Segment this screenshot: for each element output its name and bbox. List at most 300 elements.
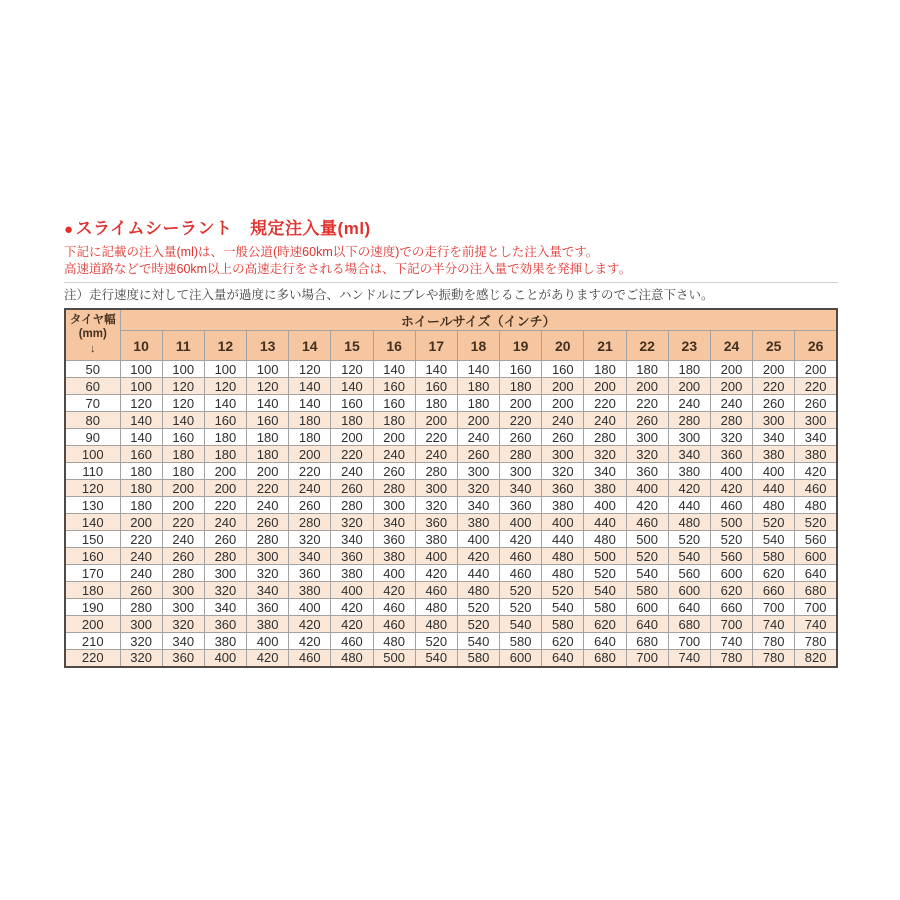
wheel-size-header-cell: 15 [331,331,373,361]
table-row [65,582,837,599]
injection-amount-cell: 180 [457,395,499,412]
injection-amount-cell: 420 [626,497,668,514]
injection-amount-cell: 460 [795,480,837,497]
injection-amount-cell: 300 [120,616,162,633]
injection-amount-cell: 520 [710,531,752,548]
injection-amount-cell: 200 [162,497,204,514]
injection-amount-cell: 340 [331,531,373,548]
injection-amount-cell: 240 [710,395,752,412]
injection-amount-cell: 160 [373,395,415,412]
table-row [65,633,837,650]
injection-amount-cell: 160 [120,446,162,463]
wheel-size-header-cell: 14 [289,331,331,361]
wheel-size-header-cell: 21 [584,331,626,361]
injection-amount-cell: 300 [626,429,668,446]
table-row [65,361,837,378]
injection-amount-cell: 260 [500,429,542,446]
injection-amount-cell: 220 [162,514,204,531]
injection-amount-cell: 240 [289,480,331,497]
table-row [65,514,837,531]
injection-amount-cell: 540 [415,650,457,667]
injection-amount-cell: 680 [795,582,837,599]
table-row [65,599,837,616]
injection-amount-cell: 460 [500,565,542,582]
injection-amount-cell: 160 [204,412,246,429]
injection-amount-cell: 140 [457,361,499,378]
injection-amount-cell: 220 [626,395,668,412]
injection-amount-cell: 200 [626,378,668,395]
table-row [65,497,837,514]
injection-amount-cell: 740 [795,616,837,633]
injection-amount-cell: 420 [457,548,499,565]
injection-amount-cell: 340 [204,599,246,616]
injection-amount-cell: 580 [584,599,626,616]
injection-amount-cell: 400 [373,565,415,582]
wheel-size-header-cell: 10 [120,331,162,361]
injection-amount-cell: 340 [500,480,542,497]
injection-amount-cell: 320 [626,446,668,463]
tire-width-cell: 170 [65,565,120,582]
injection-amount-cell: 180 [120,463,162,480]
injection-amount-cell: 480 [542,548,584,565]
tire-width-cell: 180 [65,582,120,599]
injection-amount-cell: 200 [753,361,795,378]
tire-width-cell: 200 [65,616,120,633]
injection-amount-cell: 520 [500,599,542,616]
wheel-size-header-cell: 12 [204,331,246,361]
table-row [65,565,837,582]
injection-amount-cell: 280 [289,514,331,531]
injection-amount-cell: 200 [500,395,542,412]
injection-amount-cell: 640 [668,599,710,616]
injection-amount-cell: 420 [668,480,710,497]
injection-amount-cell: 180 [457,378,499,395]
injection-amount-cell: 560 [710,548,752,565]
injection-amount-cell: 380 [668,463,710,480]
injection-amount-cell: 680 [584,650,626,667]
injection-amount-cell: 400 [626,480,668,497]
injection-amount-cell: 200 [584,378,626,395]
injection-amount-cell: 220 [331,446,373,463]
injection-amount-cell: 320 [584,446,626,463]
injection-amount-cell: 340 [457,497,499,514]
injection-amount-cell: 420 [247,650,289,667]
injection-amount-cell: 300 [542,446,584,463]
injection-amount-cell: 100 [120,378,162,395]
injection-amount-cell: 160 [415,378,457,395]
injection-amount-cell: 400 [289,599,331,616]
injection-amount-cell: 340 [584,463,626,480]
injection-amount-cell: 340 [289,548,331,565]
wheel-size-header-cell: 17 [415,331,457,361]
injection-amount-table [64,308,838,668]
injection-amount-cell: 340 [668,446,710,463]
injection-amount-cell: 260 [247,514,289,531]
injection-amount-cell: 220 [289,463,331,480]
injection-amount-cell: 340 [373,514,415,531]
injection-amount-cell: 240 [120,565,162,582]
injection-amount-cell: 360 [331,548,373,565]
injection-amount-cell: 500 [710,514,752,531]
injection-amount-cell: 740 [668,650,710,667]
injection-amount-cell: 380 [584,480,626,497]
injection-amount-cell: 240 [204,514,246,531]
injection-amount-cell: 540 [500,616,542,633]
injection-amount-cell: 380 [204,633,246,650]
tire-width-cell: 150 [65,531,120,548]
injection-amount-cell: 580 [457,650,499,667]
section-title [64,218,838,241]
injection-amount-cell: 520 [795,514,837,531]
injection-amount-cell: 200 [162,480,204,497]
injection-amount-cell: 520 [500,582,542,599]
wheel-size-header-cell: 23 [668,331,710,361]
injection-amount-cell: 160 [373,378,415,395]
injection-amount-cell: 700 [626,650,668,667]
injection-amount-cell: 600 [626,599,668,616]
injection-amount-cell: 180 [120,497,162,514]
injection-amount-cell: 380 [753,446,795,463]
injection-amount-cell: 140 [120,429,162,446]
injection-amount-cell: 540 [542,599,584,616]
table-row [65,548,837,565]
injection-amount-cell: 220 [500,412,542,429]
injection-amount-cell: 360 [500,497,542,514]
injection-amount-cell: 480 [415,616,457,633]
injection-amount-cell: 480 [753,497,795,514]
injection-amount-cell: 580 [500,633,542,650]
injection-amount-cell: 280 [500,446,542,463]
injection-amount-cell: 320 [457,480,499,497]
wheel-size-header-cell: 16 [373,331,415,361]
injection-amount-cell: 280 [120,599,162,616]
injection-amount-cell: 240 [247,497,289,514]
injection-amount-cell: 280 [204,548,246,565]
injection-amount-cell: 200 [457,412,499,429]
injection-amount-cell: 300 [415,480,457,497]
injection-amount-cell: 180 [415,395,457,412]
injection-amount-cell: 320 [542,463,584,480]
injection-amount-cell: 380 [331,565,373,582]
injection-amount-cell: 320 [204,582,246,599]
injection-amount-cell: 200 [710,378,752,395]
corner-line2: (mm) [78,327,107,340]
injection-amount-cell: 400 [500,514,542,531]
injection-amount-cell: 300 [204,565,246,582]
injection-amount-cell: 280 [373,480,415,497]
injection-amount-cell: 180 [626,361,668,378]
injection-amount-cell: 300 [668,429,710,446]
injection-amount-cell: 180 [204,429,246,446]
table-row [65,429,837,446]
injection-amount-cell: 160 [542,361,584,378]
injection-amount-cell: 420 [373,582,415,599]
injection-amount-cell: 440 [457,565,499,582]
injection-amount-cell: 520 [457,616,499,633]
injection-amount-cell: 360 [626,463,668,480]
injection-amount-cell: 220 [584,395,626,412]
injection-amount-cell: 340 [795,429,837,446]
injection-amount-cell: 240 [331,463,373,480]
tire-width-cell: 110 [65,463,120,480]
injection-amount-cell: 140 [415,361,457,378]
injection-amount-cell: 600 [710,565,752,582]
injection-amount-cell: 140 [247,395,289,412]
injection-amount-cell: 500 [626,531,668,548]
tire-width-cell: 130 [65,497,120,514]
injection-amount-cell: 100 [162,361,204,378]
tire-width-cell: 50 [65,361,120,378]
injection-amount-cell: 480 [331,650,373,667]
injection-amount-cell: 620 [584,616,626,633]
injection-amount-cell: 240 [668,395,710,412]
injection-amount-cell: 520 [626,548,668,565]
injection-amount-cell: 280 [415,463,457,480]
injection-amount-cell: 260 [542,429,584,446]
injection-amount-cell: 380 [542,497,584,514]
injection-amount-cell: 540 [668,548,710,565]
injection-amount-cell: 340 [247,582,289,599]
injection-amount-cell: 200 [542,395,584,412]
injection-amount-cell: 140 [373,361,415,378]
injection-amount-cell: 260 [204,531,246,548]
injection-amount-cell: 160 [162,429,204,446]
wheel-size-header-cell: 18 [457,331,499,361]
injection-amount-cell: 380 [457,514,499,531]
injection-amount-cell: 280 [668,412,710,429]
injection-amount-cell: 260 [626,412,668,429]
injection-amount-cell: 620 [710,582,752,599]
down-arrow-icon: ↓ [90,342,96,355]
description-line-2: 高速道路などで時速60km以上の高速走行をされる場合は、下記の半分の注入量で効果を発揮します。 [64,261,632,276]
injection-amount-cell: 200 [289,446,331,463]
injection-amount-cell: 680 [668,616,710,633]
tire-width-cell: 220 [65,650,120,667]
wheel-size-header-cell: 20 [542,331,584,361]
injection-amount-cell: 360 [415,514,457,531]
injection-amount-cell: 540 [753,531,795,548]
injection-amount-cell: 420 [331,616,373,633]
injection-amount-cell: 200 [204,463,246,480]
injection-amount-cell: 220 [415,429,457,446]
injection-amount-cell: 300 [162,582,204,599]
injection-amount-cell: 280 [247,531,289,548]
injection-amount-cell: 520 [542,582,584,599]
injection-amount-cell: 420 [331,599,373,616]
injection-amount-cell: 700 [753,599,795,616]
injection-amount-cell: 400 [204,650,246,667]
injection-amount-cell: 460 [373,599,415,616]
caution-note: 注）走行速度に対して注入量が過度に多い場合、ハンドルにブレや振動を感じることがありますのでご注意下さい。 [64,288,714,302]
injection-amount-cell: 200 [247,463,289,480]
injection-amount-cell: 140 [289,378,331,395]
injection-amount-cell: 200 [542,378,584,395]
injection-amount-cell: 460 [415,582,457,599]
injection-amount-cell: 400 [457,531,499,548]
wheel-size-header-cell: 19 [500,331,542,361]
injection-amount-cell: 180 [289,429,331,446]
table-row [65,650,837,667]
injection-amount-cell: 380 [247,616,289,633]
injection-amount-cell: 180 [668,361,710,378]
injection-amount-cell: 520 [457,599,499,616]
injection-amount-cell: 740 [710,633,752,650]
tire-width-cell: 120 [65,480,120,497]
injection-amount-cell: 180 [500,378,542,395]
injection-amount-cell: 520 [668,531,710,548]
injection-amount-cell: 160 [247,412,289,429]
injection-amount-cell: 300 [162,599,204,616]
injection-amount-cell: 700 [795,599,837,616]
injection-amount-cell: 240 [584,412,626,429]
injection-amount-cell: 340 [753,429,795,446]
injection-amount-cell: 620 [542,633,584,650]
injection-amount-cell: 780 [753,650,795,667]
injection-amount-cell: 600 [668,582,710,599]
injection-amount-cell: 140 [331,378,373,395]
injection-amount-cell: 120 [331,361,373,378]
injection-amount-cell: 220 [753,378,795,395]
wheel-size-header-row [65,331,837,361]
injection-amount-cell: 280 [710,412,752,429]
wheel-size-header-cell: 26 [795,331,837,361]
injection-amount-cell: 580 [542,616,584,633]
injection-amount-cell: 120 [204,378,246,395]
injection-amount-cell: 220 [795,378,837,395]
injection-amount-cell: 400 [753,463,795,480]
injection-amount-cell: 420 [289,616,331,633]
injection-amount-cell: 400 [584,497,626,514]
injection-amount-cell: 520 [753,514,795,531]
table-header-row-group [65,309,837,331]
injection-amount-cell: 360 [542,480,584,497]
table-row [65,616,837,633]
injection-amount-cell: 400 [415,548,457,565]
injection-amount-cell: 120 [247,378,289,395]
injection-amount-cell: 700 [710,616,752,633]
table-row [65,412,837,429]
injection-amount-cell: 480 [373,633,415,650]
injection-amount-cell: 180 [162,463,204,480]
injection-amount-cell: 520 [584,565,626,582]
injection-amount-cell: 600 [500,650,542,667]
injection-amount-cell: 140 [289,395,331,412]
injection-amount-cell: 520 [415,633,457,650]
injection-amount-cell: 180 [584,361,626,378]
injection-amount-cell: 380 [289,582,331,599]
table-row [65,531,837,548]
injection-amount-cell: 260 [289,497,331,514]
injection-amount-cell: 180 [162,446,204,463]
injection-amount-cell: 420 [289,633,331,650]
injection-amount-cell: 360 [204,616,246,633]
injection-amount-cell: 220 [204,497,246,514]
injection-amount-cell: 320 [162,616,204,633]
tire-width-corner-cell [65,309,120,361]
injection-amount-cell: 780 [753,633,795,650]
injection-amount-cell: 240 [415,446,457,463]
injection-amount-cell: 180 [289,412,331,429]
tire-width-cell: 190 [65,599,120,616]
injection-amount-cell: 180 [373,412,415,429]
injection-amount-cell: 180 [204,446,246,463]
tire-width-cell: 60 [65,378,120,395]
wheel-size-header-cell: 22 [626,331,668,361]
injection-amount-cell: 260 [120,582,162,599]
divider-line [64,282,838,283]
injection-amount-cell: 300 [457,463,499,480]
injection-amount-cell: 160 [331,395,373,412]
injection-amount-cell: 240 [162,531,204,548]
injection-amount-cell: 360 [373,531,415,548]
injection-amount-cell: 120 [120,395,162,412]
injection-amount-cell: 400 [331,582,373,599]
injection-amount-cell: 580 [626,582,668,599]
injection-amount-cell: 200 [415,412,457,429]
injection-amount-cell: 120 [162,378,204,395]
injection-amount-cell: 560 [668,565,710,582]
injection-amount-cell: 240 [457,429,499,446]
injection-amount-cell: 420 [710,480,752,497]
injection-amount-cell: 200 [710,361,752,378]
section-title-text: スライムシーラント 規定注入量(ml) [75,219,371,238]
injection-amount-cell: 140 [204,395,246,412]
injection-amount-cell: 260 [795,395,837,412]
injection-amount-cell: 200 [204,480,246,497]
injection-amount-cell: 200 [331,429,373,446]
wheel-size-header-cell: 13 [247,331,289,361]
tire-width-cell: 70 [65,395,120,412]
tire-width-cell: 90 [65,429,120,446]
injection-amount-cell: 260 [331,480,373,497]
injection-amount-cell: 440 [584,514,626,531]
injection-amount-cell: 460 [710,497,752,514]
table-row [65,378,837,395]
injection-amount-cell: 660 [710,599,752,616]
injection-amount-cell: 300 [373,497,415,514]
injection-amount-cell: 460 [500,548,542,565]
injection-amount-cell: 460 [331,633,373,650]
injection-amount-cell: 360 [247,599,289,616]
injection-amount-cell: 280 [162,565,204,582]
injection-amount-cell: 280 [331,497,373,514]
injection-amount-cell: 480 [584,531,626,548]
injection-amount-cell: 480 [668,514,710,531]
injection-amount-cell: 560 [795,531,837,548]
injection-amount-cell: 420 [500,531,542,548]
injection-amount-cell: 260 [162,548,204,565]
injection-amount-cell: 200 [668,378,710,395]
injection-amount-cell: 180 [247,446,289,463]
tire-width-cell: 80 [65,412,120,429]
injection-amount-cell: 300 [500,463,542,480]
injection-amount-cell: 440 [668,497,710,514]
wheel-size-group-header: ホイールサイズ（インチ） [120,309,837,331]
injection-amount-cell: 440 [753,480,795,497]
injection-amount-cell: 420 [795,463,837,480]
injection-amount-cell: 320 [415,497,457,514]
injection-amount-cell: 640 [795,565,837,582]
tire-width-cell: 100 [65,446,120,463]
wheel-size-header-cell: 25 [753,331,795,361]
injection-amount-cell: 420 [415,565,457,582]
injection-amount-cell: 320 [710,429,752,446]
tire-width-cell: 140 [65,514,120,531]
table-row [65,480,837,497]
injection-amount-cell: 320 [120,650,162,667]
injection-amount-cell: 100 [204,361,246,378]
injection-amount-cell: 380 [795,446,837,463]
